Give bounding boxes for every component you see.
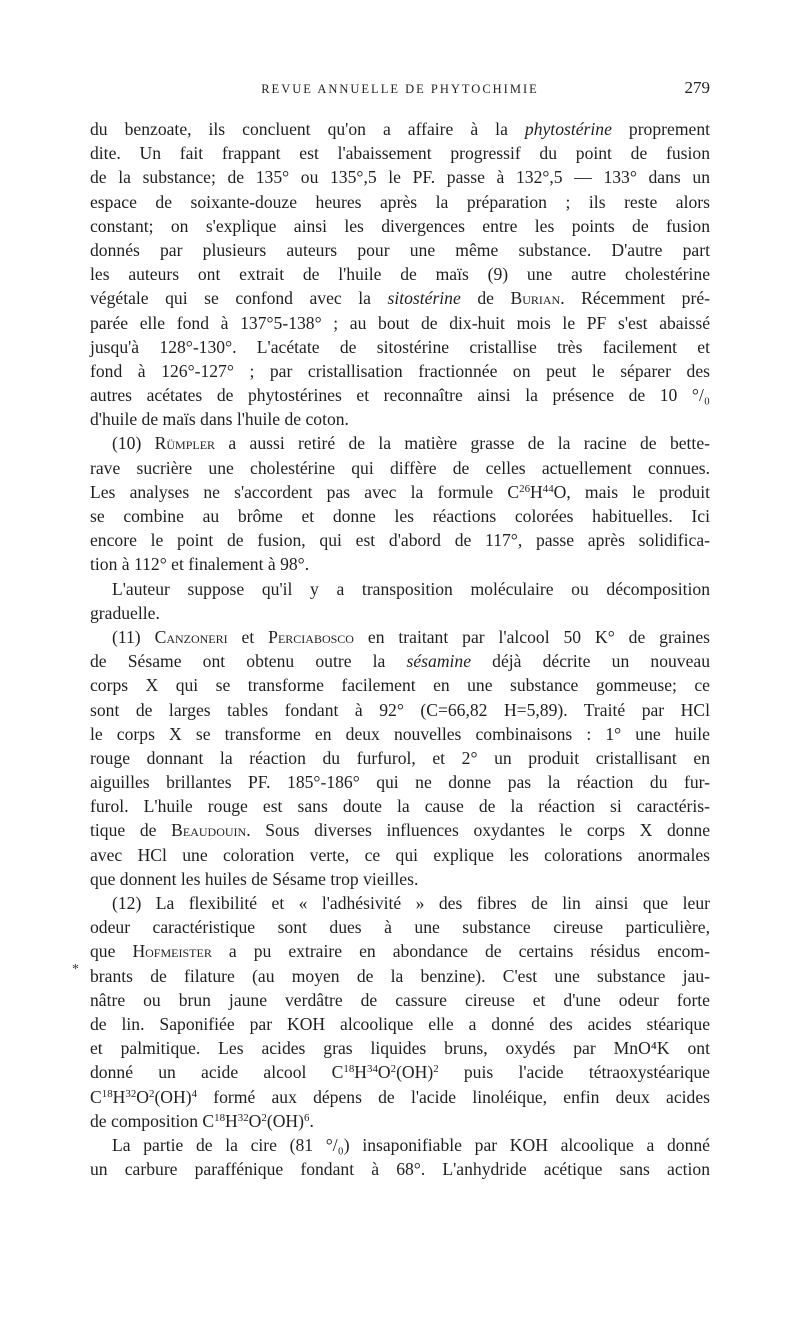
- superscript: 18: [101, 1087, 113, 1100]
- page-number: 279: [684, 78, 710, 97]
- text-line: brants de filature (au moyen de la benzine). C'est une substance jau-: [90, 965, 710, 986]
- text-run: du benzoate, ils concluent qu'on a affaire à la: [90, 119, 525, 139]
- text-line: rouge donnant la réaction du furfurol, et 2° un produit cristallisant en: [90, 747, 710, 768]
- text-run: a pu extraire en abondance de certains résidus encom-: [211, 941, 710, 962]
- text-run: O: [248, 1110, 262, 1131]
- superscript: 18: [343, 1063, 355, 1076]
- text-run: tique de: [90, 820, 172, 841]
- text-run: a aussi retiré de la matière grasse de la racine de bette-: [215, 433, 710, 454]
- superscript: 44: [542, 482, 554, 495]
- text-line: sont de larges tables fondant à 92° (C=66,82 H=5,89). Traité par HCl: [90, 699, 710, 720]
- text-line: [90, 117, 710, 141]
- term-phytosterine: phytostérine: [524, 119, 612, 139]
- term-sesamine: sésamine: [406, 651, 472, 672]
- superscript: 4: [191, 1087, 198, 1100]
- superscript: 2: [433, 1063, 439, 1076]
- text-run: de composition C: [90, 1110, 215, 1131]
- text-run: (OH): [396, 1062, 434, 1083]
- text-run: proprement: [611, 119, 711, 139]
- margin-mark: *: [72, 962, 79, 977]
- text-line: (12) La flexibilité et « l'adhésivité » des fibres de lin ainsi que leur: [112, 893, 710, 913]
- text-line: parée elle fond à 137°5-138° ; au bout de dix-huit mois le PF s'est abaissé: [90, 312, 710, 333]
- text-line: donnés par plusieurs auteurs pour une même substance. D'autre part: [90, 239, 710, 260]
- text-line: La partie de la cire (81 °/₀) insaponifiable par KOH alcoolique a donné: [112, 1134, 710, 1155]
- text-run: .: [309, 1110, 314, 1131]
- text-run: en traitant par l'alcool 50 K° de graines: [353, 626, 710, 647]
- text-run: (11): [112, 626, 155, 647]
- text-line: [90, 286, 710, 310]
- author-beaudouin: Beaudouin: [171, 820, 247, 841]
- text-line: [90, 431, 710, 455]
- text-line: de la substance; de 135° ou 135°,5 le PF. passe à 132°,5 — 133° dans un: [90, 167, 710, 188]
- text-line: fond à 126°-127° ; par cristallisation fractionnée on peut le séparer des: [90, 360, 710, 381]
- text-run: de: [460, 288, 511, 309]
- author-canzoneri: Canzoneri: [154, 626, 228, 647]
- body-text: [90, 117, 710, 1181]
- text-line: se combine au brôme et donne les réactions colorées habituelles. Ici: [90, 506, 710, 526]
- text-run: Les analyses ne s'accordent pas avec la formule C: [90, 481, 520, 502]
- superscript: 2: [149, 1087, 155, 1100]
- text-run: (OH): [266, 1110, 304, 1131]
- term-sitosterine: sitostérine: [387, 288, 461, 309]
- text-line: [90, 1060, 710, 1084]
- superscript: 26: [519, 482, 531, 495]
- text-run: végétale qui se confond avec la: [90, 288, 388, 309]
- superscript: 34: [366, 1063, 378, 1076]
- text-line: que donnent les huiles de Sésame trop vieilles.: [90, 868, 419, 889]
- text-line: constant; on s'explique ainsi les divergences entre les points de fusion: [90, 215, 710, 236]
- text-line: avec HCl une coloration verte, ce qui explique les colorations anormales: [90, 844, 710, 865]
- text-line: espace de soixante-douze heures après la préparation ; ils reste alors: [90, 191, 710, 212]
- text-line: aiguilles brillantes PF. 185°-186° qui ne donne pas la réaction du fur-: [90, 772, 710, 793]
- text-run: H: [354, 1062, 367, 1083]
- text-run: formé aux dépens de l'acide linoléique, enfin deux acides: [197, 1086, 710, 1107]
- text-run: H: [530, 481, 543, 502]
- text-run: O: [136, 1086, 149, 1107]
- text-line: furol. L'huile rouge est sans doute la cause de la réaction si caractéris-: [90, 796, 710, 817]
- text-line: [90, 1085, 710, 1109]
- text-line: [90, 625, 710, 649]
- text-line: un carbure paraffénique fondant à 68°. L'anhydride acétique sans action: [90, 1159, 710, 1180]
- superscript: 18: [214, 1111, 226, 1124]
- running-title: REVUE ANNUELLE DE PHYTOCHIMIE: [261, 82, 539, 96]
- text-line: dite. Un fait frappant est l'abaissement progressif du point de fusion: [90, 143, 710, 164]
- text-line: nâtre ou brun jaune verdâtre de cassure cireuse et d'une odeur forte: [90, 989, 710, 1010]
- text-run: (OH): [154, 1086, 192, 1107]
- text-run: . Récemment pré-: [560, 288, 711, 309]
- superscript: 6: [303, 1111, 310, 1124]
- running-header: [90, 78, 710, 102]
- author-burian: Burian: [510, 288, 561, 309]
- superscript: 2: [261, 1111, 267, 1124]
- text-line: graduelle.: [90, 602, 160, 623]
- text-run: C: [90, 1086, 102, 1107]
- text-line: [90, 649, 710, 673]
- text-line: L'auteur suppose qu'il y a transposition moléculaire ou décomposition: [112, 578, 710, 599]
- text-run: que: [90, 941, 133, 962]
- text-line: autres acétates de phytostérines et reconnaître ainsi la présence de 10 °/₀: [90, 385, 710, 406]
- text-run: . Sous diverses influences oxydantes le corps X donne: [246, 820, 710, 841]
- author-perciabosco: Perciabosco: [268, 626, 354, 647]
- text-line: tion à 112° et finalement à 98°.: [90, 554, 310, 575]
- superscript: 32: [237, 1111, 249, 1124]
- text-line: jusqu'à 128°-130°. L'acétate de sitostérine cristallise très facilement et: [90, 336, 710, 357]
- text-line: de lin. Saponifiée par KOH alcoolique elle a donné des acides stéarique: [90, 1013, 710, 1034]
- text-line: corps X qui se transforme facilement en une substance gommeuse; ce: [90, 675, 710, 696]
- author-hofmeister: Hofmeister: [132, 941, 212, 962]
- superscript: 2: [390, 1063, 397, 1076]
- text-line: [90, 818, 710, 842]
- text-run: de Sésame ont obtenu outre la: [90, 651, 407, 672]
- text-run: donné un acide alcool C: [90, 1062, 344, 1083]
- text-line: rave sucrière une cholestérine qui diffère de celles actuellement connues.: [90, 457, 710, 478]
- text-line: d'huile de maïs dans l'huile de coton.: [90, 409, 349, 430]
- text-line: [90, 480, 710, 504]
- text-run: O, mais le produit: [553, 481, 710, 502]
- text-run: puis l'acide tétraoxystéarique: [438, 1062, 710, 1083]
- text-run: H: [225, 1110, 238, 1131]
- text-run: déjà décrite un nouveau: [471, 651, 711, 672]
- text-line: [90, 939, 710, 963]
- text-line: odeur caractéristique sont dues à une substance cireuse particulière,: [90, 917, 710, 938]
- text-line: les auteurs ont extrait de l'huile de maïs (9) une autre cholestérine: [90, 264, 710, 285]
- text-line: encore le point de fusion, qui est d'abord de 117°, passe après solidifica-: [90, 530, 710, 551]
- text-run: O: [377, 1062, 391, 1083]
- superscript: 32: [125, 1087, 137, 1100]
- author-rumpler: Rümpler: [154, 433, 216, 454]
- text-line: et palmitique. Les acides gras liquides bruns, oxydés par MnO⁴K ont: [90, 1038, 710, 1059]
- text-line: [90, 1109, 710, 1133]
- text-run: et: [227, 626, 269, 647]
- text-line: le corps X se transforme en deux nouvelles combinaisons : 1° une huile: [90, 723, 710, 744]
- text-run: H: [112, 1086, 126, 1107]
- text-run: (10): [112, 433, 155, 454]
